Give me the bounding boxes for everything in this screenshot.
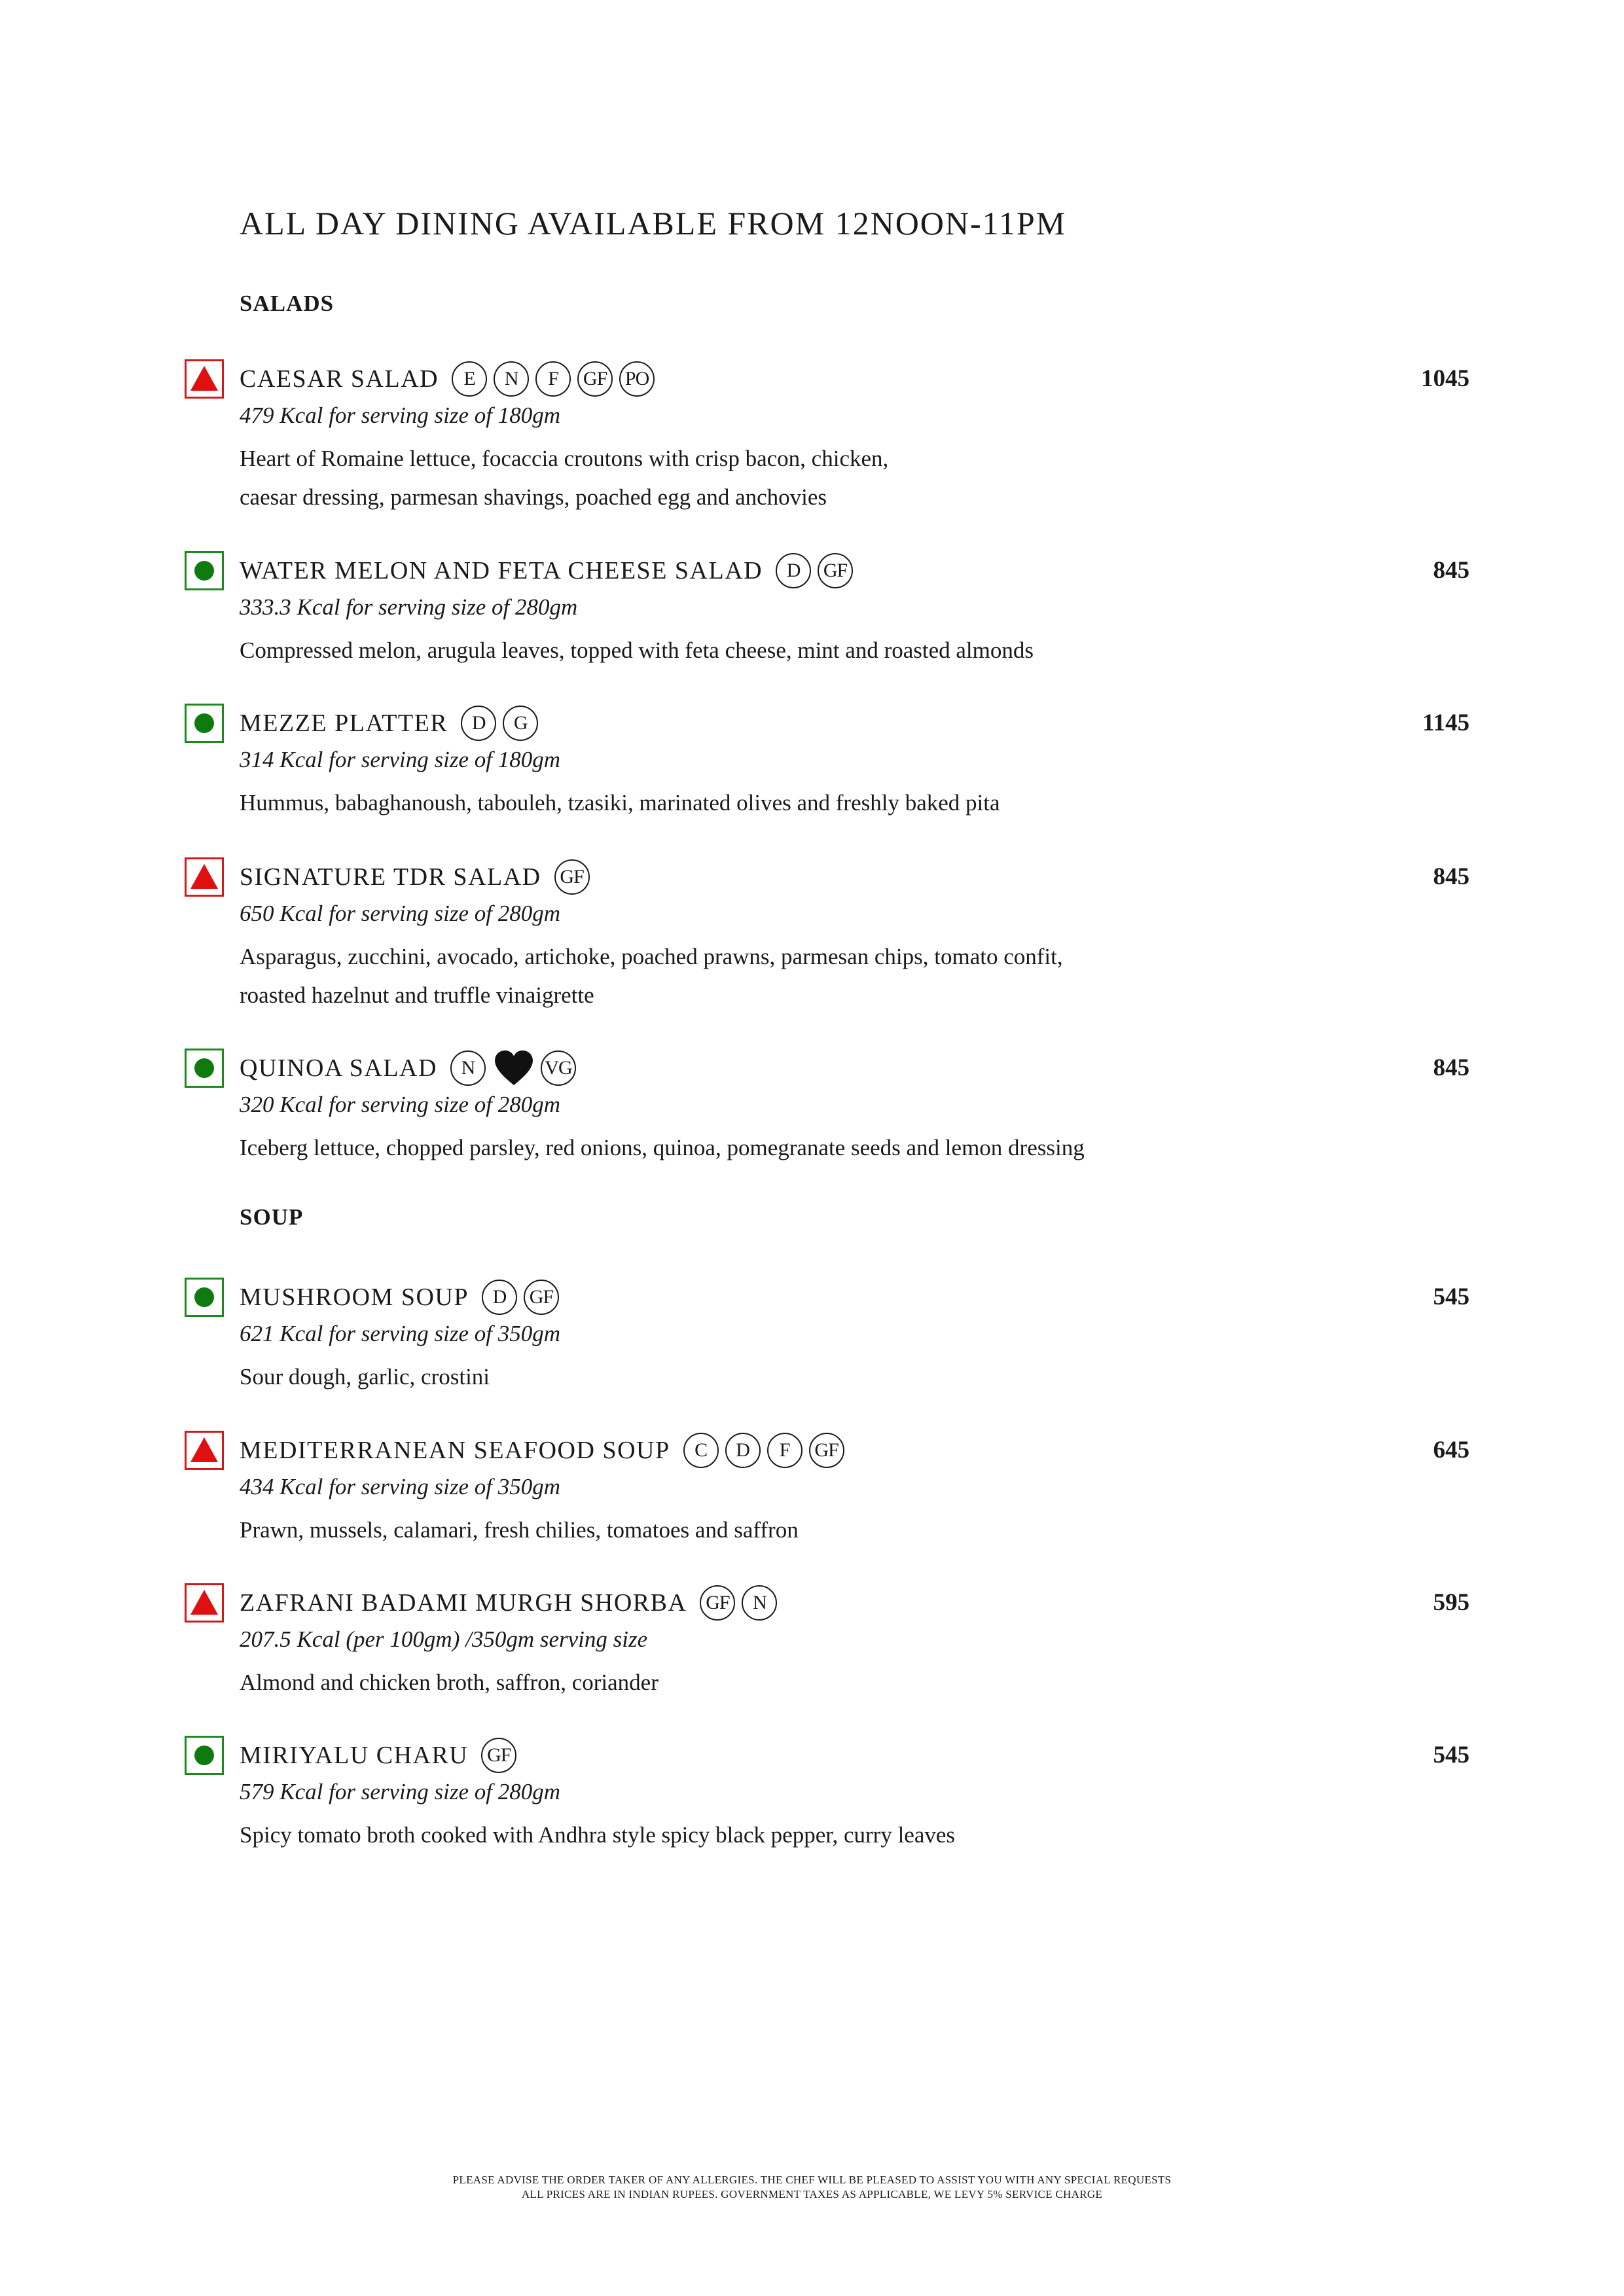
allergen-tag: VG bbox=[541, 1050, 576, 1086]
item-header bbox=[240, 551, 853, 590]
item-name: WATER MELON AND FETA CHEESE SALAD bbox=[240, 557, 763, 584]
description-line: caesar dressing, parmesan shavings, poached egg and anchovies bbox=[240, 484, 827, 510]
description-line: Hummus, babaghanoush, tabouleh, tzasiki, marinated olives and freshly baked pita bbox=[240, 790, 1000, 816]
non-veg-triangle-icon bbox=[190, 864, 218, 889]
non-veg-indicator bbox=[185, 1431, 224, 1470]
description-line: Prawn, mussels, calamari, fresh chilies, tomatoes and saffron bbox=[240, 1517, 799, 1543]
item-price: 845 bbox=[1433, 557, 1470, 584]
veg-dot-icon bbox=[194, 1287, 214, 1307]
allergen-tag: N bbox=[742, 1585, 777, 1621]
item-calories: 333.3 Kcal for serving size of 280gm bbox=[240, 594, 578, 620]
item-name: MEZZE PLATTER bbox=[240, 709, 448, 737]
item-description bbox=[240, 631, 1405, 670]
section-heading: SALADS bbox=[240, 291, 334, 316]
item-price: 595 bbox=[1433, 1589, 1470, 1616]
item-calories: 207.5 Kcal (per 100gm) /350gm serving size bbox=[240, 1626, 648, 1652]
item-price: 645 bbox=[1433, 1437, 1470, 1463]
item-header bbox=[240, 1583, 777, 1623]
veg-dot-icon bbox=[194, 561, 214, 581]
veg-dot-icon bbox=[194, 1746, 214, 1765]
veg-indicator bbox=[185, 551, 224, 590]
non-veg-triangle-icon bbox=[190, 1437, 218, 1462]
allergen-tag: GF bbox=[809, 1433, 844, 1468]
item-name: MEDITERRANEAN SEAFOOD SOUP bbox=[240, 1437, 670, 1464]
item-calories: 479 Kcal for serving size of 180gm bbox=[240, 403, 560, 428]
description-line: Sour dough, garlic, crostini bbox=[240, 1364, 490, 1390]
item-header bbox=[240, 359, 655, 399]
description-line: Iceberg lettuce, chopped parsley, red onions, quinoa, pomegranate seeds and lemon dressing bbox=[240, 1135, 1085, 1160]
allergen-tag: PO bbox=[619, 361, 655, 397]
item-price: 545 bbox=[1433, 1283, 1470, 1310]
non-veg-triangle-icon bbox=[190, 366, 218, 391]
item-price: 845 bbox=[1433, 1054, 1470, 1081]
allergen-tag: C bbox=[683, 1433, 719, 1468]
description-line: Almond and chicken broth, saffron, coriander bbox=[240, 1670, 659, 1695]
description-line: roasted hazelnut and truffle vinaigrette bbox=[240, 982, 594, 1008]
item-name: QUINOA SALAD bbox=[240, 1054, 437, 1082]
allergen-tag: F bbox=[535, 361, 571, 397]
item-description bbox=[240, 1128, 1405, 1167]
item-name: CAESAR SALAD bbox=[240, 365, 439, 393]
non-veg-indicator bbox=[185, 1583, 224, 1623]
item-calories: 621 Kcal for serving size of 350gm bbox=[240, 1321, 560, 1346]
item-description bbox=[240, 1663, 1405, 1702]
item-calories: 579 Kcal for serving size of 280gm bbox=[240, 1779, 560, 1804]
item-header bbox=[240, 704, 538, 743]
allergen-tag: N bbox=[494, 361, 529, 397]
non-veg-indicator bbox=[185, 359, 224, 399]
allergen-tag: GF bbox=[554, 859, 590, 895]
description-line: Heart of Romaine lettuce, focaccia croutons with crisp bacon, chicken, bbox=[240, 446, 889, 471]
item-name: SIGNATURE TDR SALAD bbox=[240, 863, 541, 891]
allergen-tag: GF bbox=[700, 1585, 735, 1621]
allergen-tag: GF bbox=[524, 1280, 559, 1315]
allergen-tag: D bbox=[776, 553, 811, 588]
item-calories: 434 Kcal for serving size of 350gm bbox=[240, 1474, 560, 1499]
description-line: Compressed melon, arugula leaves, topped with feta cheese, mint and roasted almonds bbox=[240, 637, 1034, 663]
item-header bbox=[240, 857, 590, 897]
allergen-tag: F bbox=[767, 1433, 803, 1468]
item-description bbox=[240, 937, 1405, 1014]
veg-dot-icon bbox=[194, 713, 214, 733]
footer-price-note: ALL PRICES ARE IN INDIAN RUPEES. GOVERNMENT TAXES AS APPLICABLE, WE LEVY 5% SERVICE CHARGE bbox=[521, 2188, 1103, 2200]
item-name: ZAFRANI BADAMI MURGH SHORBA bbox=[240, 1589, 687, 1617]
item-description bbox=[240, 1816, 1405, 1854]
item-description bbox=[240, 1357, 1405, 1396]
item-name: MIRIYALU CHARU bbox=[240, 1742, 469, 1769]
item-description bbox=[240, 783, 1405, 822]
allergen-tag: D bbox=[482, 1280, 517, 1315]
item-name: MUSHROOM SOUP bbox=[240, 1283, 469, 1311]
allergen-tag: GF bbox=[818, 553, 853, 588]
allergen-tag: E bbox=[452, 361, 487, 397]
item-header bbox=[240, 1278, 559, 1317]
veg-indicator bbox=[185, 704, 224, 743]
item-header bbox=[240, 1736, 516, 1775]
item-price: 845 bbox=[1433, 863, 1470, 890]
veg-dot-icon bbox=[194, 1058, 214, 1078]
non-veg-triangle-icon bbox=[190, 1590, 218, 1615]
allergen-tag: GF bbox=[577, 361, 613, 397]
non-veg-indicator bbox=[185, 857, 224, 897]
veg-indicator bbox=[185, 1278, 224, 1317]
veg-indicator bbox=[185, 1736, 224, 1775]
allergen-tag: N bbox=[450, 1050, 486, 1086]
item-description bbox=[240, 1511, 1405, 1549]
item-header bbox=[240, 1049, 576, 1088]
allergen-tag: G bbox=[503, 706, 538, 741]
page-title: ALL DAY DINING AVAILABLE FROM 12NOON-11PM bbox=[240, 205, 1067, 242]
allergen-tag: D bbox=[725, 1433, 761, 1468]
item-calories: 650 Kcal for serving size of 280gm bbox=[240, 901, 560, 926]
item-calories: 314 Kcal for serving size of 180gm bbox=[240, 747, 560, 772]
item-price: 1045 bbox=[1421, 365, 1470, 392]
veg-indicator bbox=[185, 1049, 224, 1088]
allergen-tag: D bbox=[461, 706, 496, 741]
footer bbox=[0, 2173, 1624, 2202]
allergen-tag: GF bbox=[481, 1738, 516, 1773]
item-description bbox=[240, 439, 1405, 516]
section-heading: SOUP bbox=[240, 1204, 304, 1230]
item-price: 545 bbox=[1433, 1742, 1470, 1768]
item-header bbox=[240, 1431, 844, 1470]
item-price: 1145 bbox=[1422, 709, 1470, 736]
description-line: Asparagus, zucchini, avocado, artichoke, poached prawns, parmesan chips, tomato confit, bbox=[240, 944, 1063, 969]
item-calories: 320 Kcal for serving size of 280gm bbox=[240, 1092, 560, 1117]
footer-allergy-note: PLEASE ADVISE THE ORDER TAKER OF ANY ALLERGIES. THE CHEF WILL BE PLEASED TO ASSIST YOU WITH ANY SPECIAL REQUESTS bbox=[452, 2174, 1172, 2186]
heart-icon bbox=[494, 1050, 534, 1086]
description-line: Spicy tomato broth cooked with Andhra style spicy black pepper, curry leaves bbox=[240, 1822, 956, 1848]
